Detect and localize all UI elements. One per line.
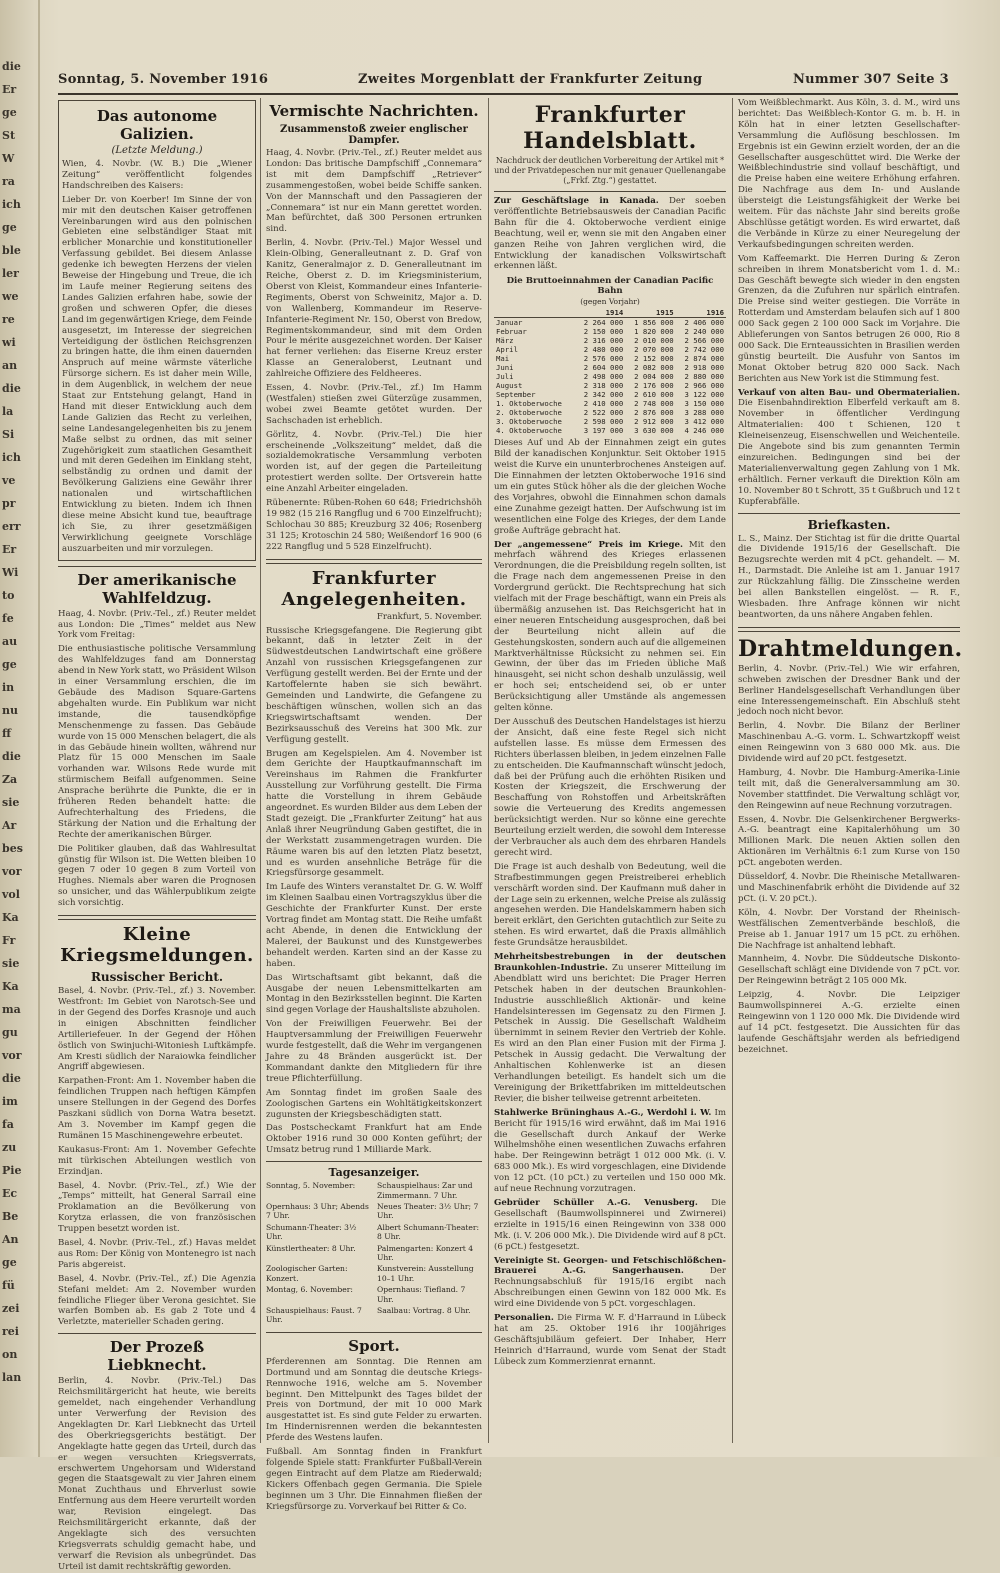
- table-header: 1916: [676, 308, 726, 318]
- section-rule: [58, 566, 256, 567]
- margin-fragment: ler: [2, 267, 19, 280]
- article-paragraph: Im Laufe des Winters veranstaltet Dr. G. W. Wolff im Kleinen Saalbau einen Vortragszyklus über die Geschichte der Frankfurter Kunst. Der erste Vortrag findet am Montag statt. Die Reihe umfaßt acht Abende, in denen die Entwicklung der Malerei, der Baukunst und des Kunstgewerbes behandelt werden. Karten sind an der Kasse zu haben.: [266, 882, 482, 969]
- article-paragraph: Essen, 4. Novbr. Die Gelsenkirchener Bergwerks-A.-G. beantragt eine Kapitalerhöhung um 30 Millionen Mark. Die neuen Aktien sollen den Aktionären im Verhältnis 6:1 zum Kurse von 150 pCt. angeboten werden.: [738, 814, 960, 869]
- section-rule: [494, 191, 726, 192]
- table-cell: 2 342 000: [583, 390, 624, 400]
- margin-fragment: gu: [2, 1026, 18, 1039]
- table-cell: 2 912 000: [634, 417, 674, 427]
- table-cell: 2 410 000: [583, 399, 624, 409]
- previous-page-bleed: [0, 0, 36, 1457]
- table-cell: 2 316 000: [583, 336, 624, 346]
- margin-fragment: la: [2, 405, 14, 418]
- table-row: [494, 327, 726, 336]
- event-item: Künstlertheater: 8 Uhr.: [266, 1243, 356, 1253]
- article-title: Sport.: [348, 1336, 400, 1355]
- table-cell: 2 498 000: [583, 372, 624, 382]
- table-cell: 2 176 000: [634, 381, 674, 391]
- article-title: Personalien.: [494, 1313, 554, 1324]
- table-cell: 2 918 000: [684, 363, 724, 373]
- article-title: Vermischte Nachrichten.: [269, 102, 479, 120]
- margin-fragment: ich: [2, 451, 21, 464]
- header-date: Sonntag, 5. November 1916: [58, 72, 269, 87]
- event-item: Schauspielhaus: Faust. 7 Uhr.: [266, 1306, 362, 1325]
- article-paragraph: Haag, 4. Novbr. (Priv.-Tel., zf.) Reuter meldet aus London: Das britische Dampfschiff „Connemara“ ist mit dem Dampfschiff „Retriever“ zusammengestoßen, wobei beide Schiffe sanken. Von der Mannschaft und den Passagieren der „Connemara“ ist nur ein Mann gerettet worden. Man befürchtet, daß 300 Personen ertrunken sind.: [266, 148, 482, 235]
- article-title: Gebrüder Schüller A.-G. Venusberg.: [494, 1197, 698, 1208]
- margin-fragment: Ar: [2, 819, 17, 832]
- event-listing: [266, 1181, 482, 1327]
- article-paragraph: Basel, 4. Novbr. (Priv.-Tel., zf.) Havas meldet aus Rom: Der König von Montenegro ist nach Paris abgereist.: [58, 1238, 256, 1270]
- event-item: Saalbau: Vortrag. 8 Uhr.: [377, 1306, 471, 1315]
- article-paragraph: Haag, 4. Novbr. (Priv.-Tel., zf.) Reuter meldet aus London: Die „Times“ meldet aus New York vom Freitag:: [58, 608, 256, 641]
- margin-fragment: ich: [2, 198, 21, 211]
- article-title: Tagesanzeiger.: [328, 1166, 420, 1180]
- margin-fragment: ma: [2, 1003, 21, 1016]
- article-paragraph: Görlitz, 4. Novbr. (Priv.-Tel.) Die hier erscheinende „Volkszeitung“ meldet, daß die sozialdemokratische Versammlung verboten worden ist, auf der gegen die Parteileitung protestiert werden sollte. Der Ortsverein hatte eine Anzahl Arbeiter eingeladen.: [266, 429, 482, 495]
- margin-fragment: vor: [2, 1049, 22, 1062]
- table-subtitle: (gegen Vorjahr): [580, 297, 640, 307]
- table-cell: 2 604 000: [583, 363, 624, 373]
- margin-fragment: sie: [2, 796, 20, 809]
- event-item: Kunstverein: Ausstellung 10–1 Uhr.: [377, 1264, 474, 1283]
- margin-fragment: W: [2, 152, 15, 165]
- table-row: [494, 354, 726, 363]
- article-title: Frankfurter Angelegenheiten.: [281, 567, 467, 610]
- margin-fragment: die: [2, 750, 21, 763]
- margin-fragment: sie: [2, 957, 20, 970]
- margin-fragment: ge: [2, 1256, 17, 1269]
- margin-fragment: zu: [2, 1141, 17, 1154]
- margin-fragment: fa: [2, 1118, 14, 1131]
- margin-fragment: re: [2, 313, 15, 326]
- column-3: [494, 98, 726, 1443]
- article-paragraph: L. S., Mainz. Der Stichtag ist für die dritte Quartal die Dividende 1915/16 der Gesellschaft. Die Bezugsrechte werden mit 4 pCt. gehandelt. — M. H., Darmstadt. Die Anleihe ist am 1. Januar 1917 zur Rückzahlung fällig. Die Zinsscheine werden bei allen Bankstellen eingelöst. — R. F., Wiesbaden. Ihre Anfrage können wir nicht beantworten, da uns nähere Angaben fehlen.: [738, 533, 960, 620]
- article-subtitle: (Letzte Meldung.): [111, 145, 203, 156]
- article-paragraph: Berlin, 4. Novbr. (Priv.-Tel.) Major Wessel und Klein-Olbing, Generalleutnant z. D. Graf von Kanitz, Generalmajor z. D. Generalleutnant im Reiche, Oberst z. D. im Kriegsministerium, Oberst von Kleist, Kommandeur eines Infanterie-Regiments, Oberst von Schweinitz, Major a. D. von Wallenberg, Kommandeur im Reserve-Infanterie-Regiment Nr. 150, Oberst von Bredow, Regimentskommandeur, sind mit dem Orden Pour le mérite ausgezeichnet worden. Der Kaiser hat ferner verliehen: das Eiserne Kreuz erster Klasse an Generaloberst, Leutnant und zahlreiche Offiziere des Feldheeres.: [266, 238, 482, 380]
- article-paragraph: Zu unserer Mitteilung im Abendblatt wird uns berichtet: Die Prager Herren Petschek haben in der deutschen Braunkohlen-Industrie ausschließlich Aktionär- und keine Handelsinteressen im Gegensatz zu den Firmen J. Petschek in Aussig. Die Gesellschaft Waldheim übernimmt in seinem Revier den Vertrieb der Kohle. Es wird an den Plan einer Fusion mit der Firma J. Petschek in Aussig gedacht. Die Verwaltung der Anhaltischen Kohlenwerke ist an diesen Verhandlungen beteiligt. Es handelt sich um die Vereinigung der Brikettfabriken im mitteldeutschen Revier, die bisher teilweise getrennt arbeiteten.: [494, 962, 726, 1104]
- margin-fragment: au: [2, 635, 18, 648]
- article-paragraph: Das Postscheckamt Frankfurt hat am Ende Oktober 1916 rund 30 000 Konten geführt; der Umsatz betrug rund 1 Milliarde Mark.: [266, 1123, 482, 1156]
- article-paragraph: Die enthusiastische politische Versammlung des Wahlfeldzuges fand am Donnerstag abend in New York statt, wo Präsident Wilson in einer Versammlung erschien, die im Gebäude des Madison Square-Gartens abgehalten wurde. Ein Publikum war nicht imstande, die tausendköpfige Menschenmenge zu fassen. Das Gebäude wurde von 15 000 Menschen belagert, die als in das Gebäude hinein wollten, während nur Platz für 15 000 Menschen im Saale vorhanden war. Wilsons Rede wurde mit stürmischem Beifall aufgenommen. Seine Ansprache berührte die Punkte, die er in früheren Reden behandelt hatte: die Aufrechterhaltung des Friedens, die Stärkung der Nation und die Erhaltung der Rechte der amerikanischen Bürger.: [58, 644, 256, 840]
- table-cell: August: [496, 381, 523, 391]
- article-title: Mehrheitsbestrebungen in der deutschen Braunkohlen-Industrie.: [494, 952, 726, 973]
- galizien-box: [58, 100, 256, 561]
- margin-fragment: ge: [2, 221, 17, 234]
- margin-fragment: ge: [2, 658, 17, 671]
- margin-fragment: err: [2, 520, 21, 533]
- section-rule: [266, 1161, 482, 1162]
- margin-fragment: Fr: [2, 934, 16, 947]
- article-paragraph: Leipzig, 4. Novbr. Die Leipziger Baumwollspinnerei A.-G. erzielte einen Reingewinn von 1 120 000 Mk. Die Dividende wird auf 14 pCt. festgesetzt. Die Aussichten für das laufende Geschäftsjahr werden als befriedigend bezeichnet.: [738, 990, 960, 1055]
- table-cell: September: [496, 390, 536, 400]
- margin-fragment: ble: [2, 244, 21, 257]
- table-cell: 2 264 000: [583, 318, 624, 328]
- table-cell: 2. Oktoberwoche: [496, 408, 562, 418]
- column-rule: [488, 98, 489, 1443]
- margin-fragment: Si: [2, 428, 15, 441]
- table-row: [494, 372, 726, 381]
- event-item: Schumann-Theater: 3½ Uhr.: [266, 1222, 357, 1242]
- margin-fragment: Be: [2, 1210, 19, 1223]
- margin-fragment: die: [2, 382, 21, 395]
- table-cell: 4 246 000: [684, 426, 724, 436]
- section-rule: [58, 915, 256, 920]
- article-title: Vereinigte St. Georgen- und Fetschischlößchen-Brauerei A.-G. Sangerhausen.: [494, 1255, 726, 1277]
- table-cell: 2 406 000: [684, 318, 724, 328]
- article-paragraph: Rübenernte: Rüben-Rohen 60 648; Friedrichshöh 19 982 (15 216 Rangflug und 6 700 Einzelfrucht); Schlochau 30 885; Kreuzburg 32 406; Rosenberg 31 125; Krotoschin 24 580; Weißendorf 16 900 (6 222 Rangflug und 5 528 Einzelfrucht).: [266, 498, 482, 552]
- margin-fragment: Ec: [2, 1187, 18, 1200]
- section-title: Drahtmeldungen.: [738, 635, 963, 662]
- table-cell: 3 122 000: [684, 390, 724, 400]
- margin-fragment: im: [2, 1095, 18, 1108]
- table-cell: 2 966 000: [684, 381, 724, 391]
- margin-fragment: pr: [2, 497, 16, 510]
- event-item: Opernhaus: 3 Uhr; Abends 7 Uhr.: [266, 1201, 369, 1221]
- table-cell: 2 874 000: [684, 354, 724, 364]
- table-cell: 1 856 000: [634, 318, 674, 328]
- article-title: Briefkasten.: [807, 517, 891, 532]
- section-rule: [738, 513, 960, 514]
- table-header: 1915: [625, 308, 675, 318]
- margin-fragment: zei: [2, 1302, 20, 1315]
- margin-fragment: Pie: [2, 1164, 22, 1177]
- column-rule: [732, 98, 733, 1443]
- table-cell: 3 197 000: [583, 426, 624, 436]
- margin-fragment: vol: [2, 888, 20, 901]
- table-cell: Juli: [496, 372, 514, 382]
- article-title: Der Prozeß Liebknecht.: [107, 1338, 207, 1375]
- table-cell: 3 412 000: [684, 417, 724, 427]
- margin-fragment: fe: [2, 612, 14, 625]
- article-paragraph: Vom Kaffeemarkt. Die Herren During & Zeron schreiben in ihrem Monatsbericht vom 1. d. M.: Das Geschäft bewegte sich wieder in den engsten Grenzen, da die Zufuhren nur spärlich eintrafen. Die Preise sind weiter gestiegen. Die Vorräte in Rotterdam und Amsterdam belaufen sich auf 1 800 000 Sack gegen 2 100 000 Sack im Vorjahre. Die Ablieferungen von Santos betrugen 26 000, Rio 8 000 Sack. Die Ernteaussichten in Brasilien werden günstig beurteilt. Die Ausfuhr von Santos im Monat Oktober betrug 820 000 Sack. Nach Berichten aus New York ist die Stimmung fest.: [738, 253, 960, 384]
- margin-fragment: ra: [2, 175, 15, 188]
- table-cell: April: [496, 345, 518, 355]
- table-row: [494, 336, 726, 345]
- article-paragraph: Basel, 4. Novbr. (Priv.-Tel., zf.) 3. November. Westfront: Im Gebiet von Narotsch-See und in der Gegend des Dorfes Krasnoje und auch in einigen Abschnitten feindlicher Artilleriefeuer. In der Gegend der Höhen östlich von Swinjuchi-Witoniesh Luftkämpfe. Am Kresti südlich der Naraiowka feindlicher Angriff abgewiesen.: [58, 986, 256, 1073]
- article-paragraph: Berlin, 4. Novbr. (Priv.-Tel.) Das Reichsmilitärgericht hat heute, wie bereits gemeldet, nach eingehender Verhandlung unter Verwerfung der Revision des Angeklagten Dr. Karl Liebknecht das Urteil des Oberkriegsgerichts bestätigt. Der Angeklagte hatte gegen das Urteil, durch das er wegen versuchten Kriegsverrats, erschwertem Ungehorsam und Widerstand gegen die Staatsgewalt zu vier Jahren einem Monat Zuchthaus und Ehrverlust sowie Entfernung aus dem Heere verurteilt worden war, Revision eingelegt. Das Reichsmilitärgericht erkannte, daß der Angeklagte sich des versuchten Kriegsverrats schuldig gemacht habe, und verwarf die Revision als unbegründet. Das Urteil ist damit rechtskräftig geworden.: [58, 1376, 256, 1572]
- margin-fragment: Ka: [2, 911, 19, 924]
- reprint-note: Nachdruck der deutlichen Vorbereitung der Artikel mit * und der Privatdepeschen nur mit genauer Quellenangabe („Frkf. Ztg.“) gestattet.: [494, 156, 726, 185]
- margin-fragment: rei: [2, 1325, 19, 1338]
- table-cell: 3 288 000: [684, 408, 724, 418]
- margin-fragment: we: [2, 290, 19, 303]
- gutter-line: [38, 0, 40, 1457]
- article-paragraph: Vom Weißblechmarkt. Aus Köln, 3. d. M., wird uns berichtet: Das Weißblech-Kontor G. m. b. H. in Köln hat in einer letzten Gesellschafter-Versammlung die Auflösung beschlossen. Im Ergebnis ist ein Gewinn erzielt worden, der an die Gesellschafter ausgeschüttet wird. Die Werke der Weißblechindustrie sind vollauf beschäftigt, und die Preise haben eine weitere Erhöhung erfahren. Die Nachfrage aus dem In- und Auslande übersteigt die Leistungsfähigkeit der Werke bei weitem. Für das nächste Jahr sind bereits große Abschlüsse getätigt worden. Es wird erwartet, daß die Verbände in Kürze zu einer Neuregelung der Verkaufsbedingungen schreiten werden.: [738, 98, 960, 250]
- dateline: Frankfurt, 5. November.: [376, 611, 482, 622]
- article-paragraph: Düsseldorf, 4. Novbr. Die Rheinische Metallwaren- und Maschinenfabrik erhöht die Dividende auf 32 pCt. (i. V. 20 pCt.).: [738, 872, 960, 904]
- article-paragraph: Brugen am Kegelspielen. Am 4. November ist dem Gerichte der Hauptkaufmannschaft im Vereinshaus im Rahmen die Frankfurter Ausstellung zur Vorführung gestellt. Die Firma hatte die Vorstellung in ihrem Gebäude angeordnet. Es wurden Bilder aus dem Leben der Stadt gezeigt. Die „Frankfurter Zeitung“ hat aus Anlaß ihrer Neugründung Gaben gestiftet, die in der Werkstatt zusammengetragen wurden. Die Räume waren bis auf den letzten Platz besetzt, und es wurden ansehnliche Beträge für die Kriegsfürsorge gesammelt.: [266, 748, 482, 879]
- article-subtitle: Russischer Bericht.: [90, 970, 224, 985]
- column-rule: [260, 98, 261, 1443]
- table-cell: 2 598 000: [583, 417, 624, 427]
- article-paragraph: Der Rechnungsabschluß für 1915/16 ergibt nach Abschreibungen einen Gewinn von 182 000 Mk. Es wird eine Dividende von 5 pCt. vorgeschlagen.: [494, 1266, 726, 1310]
- article-paragraph: Die Frage ist auch deshalb von Bedeutung, weil die Strafbestimmungen gegen Preistreiberei erheblich verschärft worden sind. Der Kaufmann muß daher in der Lage sein zu erkennen, welche Preise als zulässig angesehen werden. Die Handelskammern haben sich bereit erklärt, den Gerichten gutachtlich zur Seite zu stehen. Es wird erwartet, daß die Praxis allmählich feste Grundsätze herausbildet.: [494, 861, 726, 949]
- event-item: Albert Schumann-Theater: 8 Uhr.: [377, 1222, 480, 1242]
- table-cell: 3 150 000: [684, 399, 724, 409]
- table-cell: März: [496, 336, 514, 346]
- event-item: Schauspielhaus: Zar und Zimmermann. 7 Uhr.: [377, 1181, 473, 1200]
- article-paragraph: Berlin, 4. Novbr. (Priv.-Tel.) Wie wir erfahren, schweben zwischen der Dresdner Bank und der Berliner Handelsgesellschaft Verhandlungen über eine Interessengemeinschaft. Ein Abschluß steht jedoch noch nicht bevor.: [738, 663, 960, 718]
- table-cell: 2 318 000: [583, 381, 624, 391]
- article-paragraph: Basel, 4. Novbr. (Priv.-Tel., zf.) Wie der „Temps“ mitteilt, hat General Sarrail eine Proklamation an die Bevölkerung von Korytza erlassen, die von französischen Truppen besetzt worden ist.: [58, 1180, 256, 1235]
- table-cell: 2 876 000: [634, 408, 674, 418]
- table-cell: 2 070 000: [634, 345, 674, 355]
- revenue-table: [494, 308, 726, 435]
- table-cell: 3 630 000: [634, 426, 674, 436]
- margin-fragment: Za: [2, 773, 18, 786]
- margin-fragment: ff: [2, 727, 12, 740]
- margin-fragment: Ka: [2, 980, 19, 993]
- margin-fragment: lan: [2, 1371, 22, 1384]
- column-2: [266, 98, 482, 1512]
- column-1: [58, 98, 256, 1572]
- article-paragraph: Lieber Dr. von Koerber! Im Sinne der von mir mit den deutschen Kaiser getroffenen Vereinbarungen wird aus den polnischen Gebieten eine selbständiger Staat mit erblicher Monarchie und konstitutioneller Verfassung gebildet. Bei diesem Anlasse gedenke ich bewegten Herzens der vielen Beweise der Hingebung und Treue, die ich im Laufe meiner Regierung seitens des Landes Galizien erfahren habe, sowie der großen und schweren Opfer, die dieses Land im gegenwärtigen Kriege, dem Feinde ausgesetzt, im Interesse der siegreichen Verteidigung der östlichen Reichsgrenzen zu bringen hatte, die ihm einen dauernden Anspruch auf meine wärmste väterliche Fürsorge sichern. Es ist daher mein Wille, in dem Augenblick, in welchem der neue Staat zur Entstehung gelangt, Hand in Hand mit dieser Entwicklung auch dem Lande Galizien das Recht zu verleihen, seine Landesangelegenheiten bis zu jenem Maße selbst zu ordnen, das mit seiner Zugehörigkeit zum staatlichen Gesamtheit und mit deren Gedeihen im Einklang steht, selbständig zu ordnen und damit der Bevölkerung Galiziens eine Gewähr ihrer nationalen und wirtschaftlichen Entwicklung zu bieten. Indem ich Ihnen diese meine Absicht kund tue, beauftrage ich Sie, zu ihrer gesetzmäßigen Verwirklichung geeignete Vorschläge auszuarbeiten und mir vorzulegen.: [62, 194, 252, 554]
- header-rule: [58, 93, 958, 95]
- article-paragraph: Von der Freiwilligen Feuerwehr. Bei der Hauptversammlung der Freiwilligen Feuerwehr wurde festgestellt, daß die Wehr im vergangenen Jahre zu 48 Bränden ausgerückt ist. Der Kommandant dankte den Mitgliedern für ihre treue Pflichterfüllung.: [266, 1019, 482, 1084]
- table-row: [494, 318, 726, 328]
- article-title: Das autonome Galizien.: [96, 107, 218, 143]
- margin-fragment: nu: [2, 704, 18, 717]
- article-paragraph: Die Gesellschaft (Baumwollspinnerei und Zwirnerei) erzielte in 1915/16 einen Reingewinn von 338 000 Mk. (i. V. 206 000 Mk.). Die Dividende wird auf 8 pCt. (6 pCt.) festgesetzt.: [494, 1197, 726, 1252]
- table-cell: 1. Oktoberwoche: [496, 399, 562, 409]
- margin-fragment: on: [2, 1348, 18, 1361]
- margin-fragment: wi: [2, 336, 16, 349]
- table-cell: 2 522 000: [583, 408, 624, 418]
- table-cell: 2 082 000: [634, 363, 674, 373]
- margin-fragment: vor: [2, 865, 22, 878]
- event-item: Zoologischer Garten: Konzert.: [266, 1264, 348, 1283]
- event-item: Sonntag, 5. November:: [266, 1181, 356, 1191]
- table-row: [494, 408, 726, 417]
- event-item: Montag, 6. November:: [266, 1285, 353, 1295]
- margin-fragment: ve: [2, 474, 16, 487]
- table-cell: Mai: [496, 354, 510, 364]
- table-row: [494, 390, 726, 399]
- table-cell: 2 566 000: [684, 336, 724, 346]
- article-paragraph: Köln, 4. Novbr. Der Vorstand der Rheinisch-Westfälischen Zementverbände beschloß, die Preise ab 1. Januar 1917 um 15 pCt. zu erhöhen. Die Nachfrage ist anhaltend lebhaft.: [738, 907, 960, 951]
- article-paragraph: Die Politiker glauben, daß das Wahlresultat günstig für Wilson ist. Die Wetten bleiben 10 gegen 7 oder 10 gegen 8 zum Vorteil von Hughes. Niemals aber waren die Prognosen so unsicher, und das Wählerpublikum zeigte sich vorsichtig.: [58, 843, 256, 909]
- table-cell: Januar: [496, 318, 523, 328]
- margin-fragment: die: [2, 1072, 21, 1085]
- article-paragraph: Die Eisenbahndirektion Elberfeld verkauft am 8. November in öffentlicher Verdingung Altmaterialien: 400 t Schienen, 120 t Kleineisenzeug, Eisenschwellen und Weichenteile. Die Angebote sind bis zum genannten Termin einzureichen. Bedingungen sind bei der Materialienverwaltung gegen Zahlung von 1 Mk. erhältlich. Ferner verkauft die Direktion Köln am 10. November 80 t Schrott, 35 t Gußbruch und 12 t Kupferabfälle.: [738, 398, 960, 507]
- margin-fragment: bes: [2, 842, 23, 855]
- table-cell: 2 748 000: [634, 399, 674, 409]
- article-paragraph: Fußball. Am Sonntag finden in Frankfurt folgende Spiele statt: Frankfurter Fußball-Verein gegen Eintracht auf dem Platze am Riederwald; Kickers Offenbach gegen Germania. Die Spiele beginnen um 3 Uhr. Die Einnahmen fließen der Kriegsfürsorge zu. Vorverkauf bei Ritter & Co.: [266, 1447, 482, 1512]
- article-paragraph: Berlin, 4. Novbr. Die Bilanz der Berliner Maschinenbau A.-G. vorm. L. Schwartzkopff weist einen Reingewinn von 3 680 000 Mk. aus. Die Dividende wird auf 20 pCt. festgesetzt.: [738, 721, 960, 765]
- section-title: Frankfurter Handelsblatt.: [523, 102, 697, 154]
- margin-fragment: Wi: [2, 566, 19, 579]
- table-cell: Juni: [496, 363, 514, 373]
- margin-fragment: St: [2, 129, 16, 142]
- article-paragraph: Mit den mehrfach während des Krieges erlassenen Verordnungen, die die Preisbildung regeln sollten, ist die Frage nach dem angemessenen Preise in den Vordergrund gerückt. Die Rechtsprechung hat sich vielfach mit der Frage beschäftigt, wann ein Preis als übermäßig anzusehen ist. Das Reichsgericht hat in einer neueren Entscheidung ausgesprochen, daß bei der Beurteilung nicht allein auf die Gestehungskosten, sondern auch auf die allgemeinen Marktverhältnisse Rücksicht zu nehmen sei. Ein Gewinn, der über das im Frieden übliche Maß hinausgeht, sei nicht schon deshalb unzulässig, weil er hoch sei; entscheidend sei, ob er unter Berücksichtigung aller Umstände als angemessen gelten könne.: [494, 539, 726, 714]
- article-title: Stahlwerke Brüninghaus A.-G., Werdohl i. W.: [494, 1107, 712, 1118]
- article-paragraph: Die Firma W. F. d'Harraund in Lübeck hat am 25. Oktober 1916 ihr 100jähriges Geschäftsjubiläum gefeiert. Der Inhaber, Herr Heinrich d'Harraund, wurde vom Senat der Stadt Lübeck zum Kommerzienrat ernannt.: [494, 1313, 726, 1367]
- article-paragraph: Das Wirtschaftsamt gibt bekannt, daß die Ausgabe der neuen Lebensmittelkarten am Montag in den Bezirksstellen beginnt. Die Karten sind gegen Vorlage der Haushaltsliste abzuholen.: [266, 972, 482, 1016]
- table-cell: 4. Oktoberwoche: [496, 426, 562, 436]
- article-subtitle: Zusammenstoß zweier englischer Dampfer.: [280, 124, 468, 146]
- section-rule: [738, 627, 960, 632]
- article-paragraph: Basel, 4. Novbr. (Priv.-Tel., zf.) Die Agenzia Stefani meldet: Am 2. November wurden feindliche Flieger über Verona gesichtet. Sie warfen Bomben ab. Es gab 2 Tote und 4 Verletzte, materieller Schaden gering.: [58, 1273, 256, 1328]
- table-row: [494, 426, 726, 435]
- margin-fragment: fü: [2, 1279, 15, 1292]
- section-rule: [266, 1332, 482, 1333]
- article-paragraph: Russische Kriegsgefangene. Die Regierung gibt bekannt, daß in letzter Zeit in der Südwestdeutschen Landwirtschaft eine größere Anzahl von russischen Kriegsgefangenen zur Verfügung gestellt werden. Bei der Ernte und der Kartoffelernte haben sie sich bewährt. Gemeinden und Landwirte, die Gefangene zu beschäftigen wünschen, wollen sich an das Kriegswirtschaftsamt wenden. Der Bezirksausschuß des Vereins hat 300 Mk. zur Verfügung gestellt.: [266, 625, 482, 745]
- article-paragraph: Am Sonntag findet im großen Saale des Zoologischen Gartens ein Wohltätigkeitskonzert zugunsten der Kriegsbeschädigten statt.: [266, 1087, 482, 1120]
- article-title: Verkauf von alten Bau- und Obermaterialien.: [738, 387, 960, 398]
- table-row: [494, 345, 726, 354]
- article-paragraph: Hamburg, 4. Novbr. Die Hamburg-Amerika-Linie teilt mit, daß die Generalversammlung am 30. November stattfindet. Die Verwaltung schlägt vor, den Reingewinn auf neue Rechnung vorzutragen.: [738, 767, 960, 811]
- table-row: [494, 363, 726, 372]
- table-cell: 1 820 000: [634, 327, 674, 337]
- table-cell: 2 004 000: [634, 372, 674, 382]
- article-title: Der amerikanische Wahlfeldzug.: [77, 570, 237, 607]
- margin-fragment: in: [2, 681, 15, 694]
- header-page-number: Nummer 307 Seite 3: [793, 72, 949, 87]
- article-paragraph: Mannheim, 4. Novbr. Die Süddeutsche Diskonto-Gesellschaft schlägt eine Dividende von 7 pCt. vor. Der Reingewinn beträgt 2 105 000 Mk.: [738, 954, 960, 987]
- table-cell: 2 240 000: [684, 327, 724, 337]
- section-rule: [266, 559, 482, 564]
- table-cell: 2 610 000: [634, 390, 674, 400]
- article-title: Zur Geschäftslage in Kanada.: [494, 196, 659, 206]
- section-rule: [58, 1333, 256, 1334]
- event-item: Opernhaus: Tiefland. 7 Uhr.: [377, 1285, 466, 1304]
- article-paragraph: Pferderennen am Sonntag. Die Rennen am Dortmund und am Sonntag die deutsche Kriegs-Rennwoche 1916, welche am 5. November beginnt. Den Mittelpunkt des Tages bildet der Preis von Dortmund, der mit 10 000 Mark ausgestattet ist. Es sind gute Felder zu erwarten. Im Hindernisrennen werden die bekanntesten Pferde des Westens laufen.: [266, 1356, 482, 1444]
- margin-fragment: ge: [2, 106, 17, 119]
- table-cell: 2 152 000: [634, 354, 674, 364]
- margin-fragment: die: [2, 60, 21, 73]
- margin-fragment: to: [2, 589, 15, 602]
- table-cell: 2 150 000: [583, 327, 624, 337]
- margin-fragment: Er: [2, 83, 17, 96]
- table-header: 1914: [575, 308, 625, 318]
- article-paragraph: Der Ausschuß des Deutschen Handelstages ist hierzu der Ansicht, daß eine feste Regel sich nicht aufstellen lasse. Es müsse dem Ermessen des Richters überlassen bleiben, in jedem einzelnen Falle zu entscheiden. Die Kaufmannschaft wünscht jedoch, daß bei der Prüfung auch die erhöhten Risiken und Kosten der Kriegszeit, die Erschwerung der Beschaffung von Rohstoffen und Arbeitskräften sowie die Verteuerung des Kredits angemessen berücksichtigt werden. Nur so könne eine gerechte Beurteilung erzielt werden, die sowohl dem Interesse der Verbraucher als auch dem des ehrbaren Handels gerecht wird.: [494, 717, 726, 858]
- header-edition: Zweites Morgenblatt der Frankfurter Zeitung: [358, 72, 703, 87]
- margin-fragment: An: [2, 1233, 19, 1246]
- article-paragraph: Im Bericht für 1915/16 wird erwähnt, daß im Mai 1916 die Gesellschaft durch Ankauf der Werke Wilhelmshöhe einen wesentlichen Zuwachs erfahren habe. Der Reingewinn beträgt 1 012 000 Mk. (i. V. 683 000 Mk.). Es wird vorgeschlagen, eine Dividende von 12 pCt. (10 pCt.) zu verteilen und 150 000 Mk. auf neue Rechnung vorzutragen.: [494, 1107, 726, 1195]
- column-4: [738, 98, 963, 1443]
- article-paragraph: Dieses Auf und Ab der Einnahmen zeigt ein gutes Bild der kanadischen Konjunktur. Seit Oktober 1915 weist die Kurve ein ununterbrochenes Ansteigen auf. Die Einnahmen der letzten Oktoberwoche 1916 sind um ein gutes Stück höher als die der gleichen Woche des Vorjahres, obwohl die Einnahmen schon damals eine Zunahme gezeigt hatten. Der Aufschwung ist im wesentlichen eine Folge des Krieges, der dem Lande große Aufträge gebracht hat.: [494, 438, 726, 536]
- table-cell: 3. Oktoberwoche: [496, 417, 562, 427]
- table-row: [494, 399, 726, 408]
- table-cell: 2 880 000: [684, 372, 724, 382]
- table-title: Die Bruttoeinnahmen der Canadian Pacific Bahn: [506, 276, 714, 297]
- event-item: Palmengarten: Konzert 4 Uhr.: [377, 1243, 474, 1262]
- table-cell: 2 576 000: [583, 354, 624, 364]
- article-paragraph: Kaukasus-Front: Am 1. November Gefechte mit türkischen Abteilungen westlich von Erzindjan.: [58, 1144, 256, 1177]
- table-row: [494, 417, 726, 426]
- article-paragraph: Karpathen-Front: Am 1. November haben die feindlichen Truppen nach heftigen Kämpfen unsere Stellungen in der Gegend des Dorfes Paszkani südlich von Dorna Watra besetzt. Am 3. November im Kampf gegen die Rumänen 15 Maschinengewehre erbeutet.: [58, 1076, 256, 1141]
- article-paragraph: Essen, 4. Novbr. (Priv.-Tel., zf.) Im Hamm (Westfalen) stießen zwei Güterzüge zusammen, wobei zwei Beamte getötet wurden. Der Sachschaden ist erheblich.: [266, 383, 482, 426]
- article-paragraph: Wien, 4. Novbr. (W. B.) Die „Wiener Zeitung“ veröffentlicht folgendes Handschreiben des Kaisers:: [62, 159, 252, 191]
- article-title: Der „angemessene“ Preis im Kriege.: [494, 539, 683, 550]
- page-header: [58, 72, 958, 94]
- event-item: Neues Theater: 3½ Uhr; 7 Uhr.: [377, 1201, 479, 1221]
- table-header: [494, 308, 575, 318]
- table-cell: 2 480 000: [583, 345, 624, 355]
- table-cell: 2 742 000: [684, 345, 724, 355]
- table-cell: Februar: [496, 327, 527, 337]
- table-cell: 2 010 000: [634, 336, 674, 346]
- margin-fragment: an: [2, 359, 18, 372]
- margin-fragment: Er: [2, 543, 17, 556]
- table-row: [494, 381, 726, 390]
- article-paragraph: Der soeben veröffentlichte Betriebsausweis der Canadian Pacific Bahn für die 4. Oktoberwoche verdient einige Beachtung, weil er, wenn sie mit den Angaben einer ganzen Reihe von Jahren verglichen wird, die Entwicklung der kanadischen Volkswirtschaft erkennen läßt.: [494, 196, 726, 272]
- article-title: Kleine Kriegsmeldungen.: [60, 924, 254, 967]
